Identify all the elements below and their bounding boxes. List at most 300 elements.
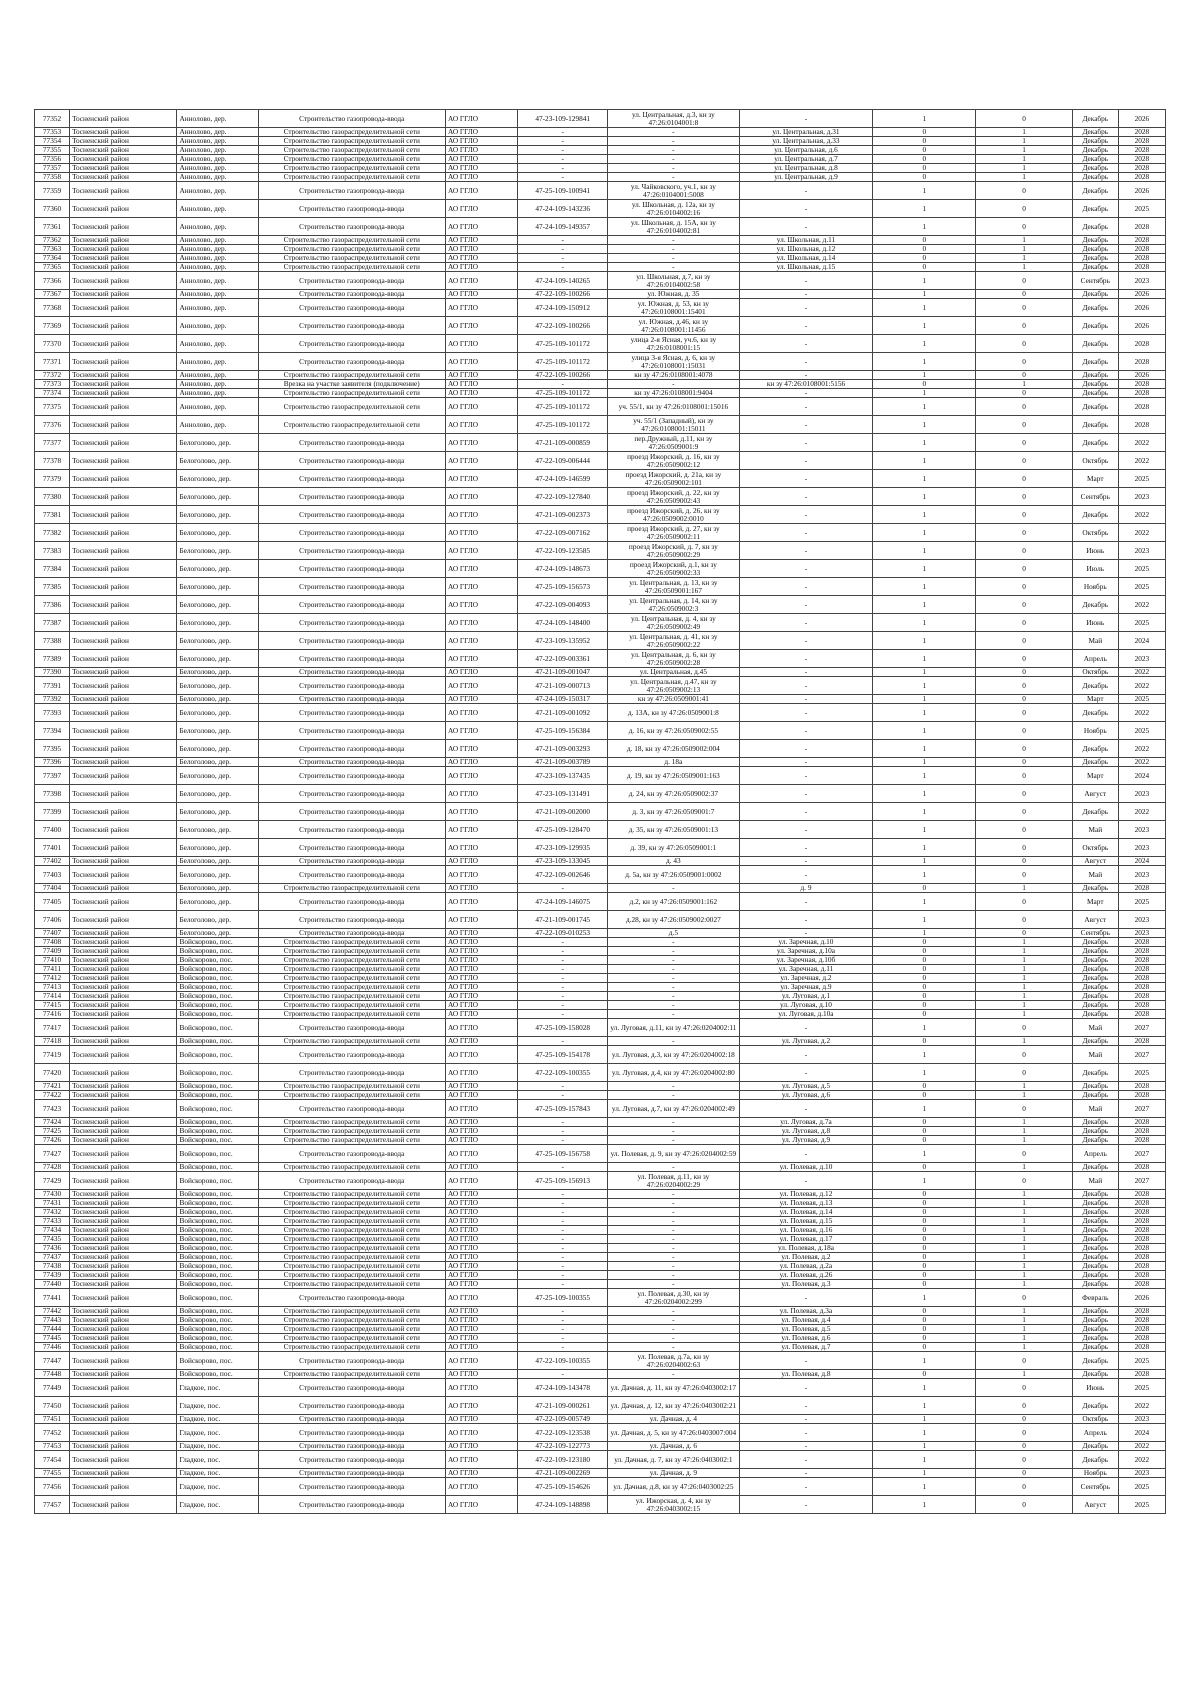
- work-type-cell: Строительство газораспределительной сети: [258, 1325, 445, 1334]
- request-number-cell: -: [518, 884, 608, 893]
- address-cell: ул. Луговая, д.11, кн зу 47:26:0204002:11: [608, 1019, 740, 1037]
- object-cell: ул. Луговая, д.1: [739, 992, 873, 1001]
- organization-cell: АО ГГЛО: [445, 1478, 517, 1496]
- row-number-cell: 77411: [35, 965, 70, 974]
- settlement-cell: Белоголово, дер.: [177, 803, 258, 821]
- organization-cell: АО ГГЛО: [445, 983, 517, 992]
- table-row: [35, 560, 1166, 578]
- flag-a-cell: 1: [873, 668, 976, 677]
- settlement-cell: Гладкое, пос.: [177, 1451, 258, 1469]
- object-cell: -: [739, 1100, 873, 1118]
- month-cell: Декабрь: [1072, 740, 1118, 758]
- work-type-cell: Строительство газораспределительной сети: [258, 974, 445, 983]
- work-type-cell: Строительство газораспределительной сети: [258, 1001, 445, 1010]
- request-number-cell: -: [518, 1253, 608, 1262]
- organization-cell: АО ГГЛО: [445, 1316, 517, 1325]
- flag-a-cell: 1: [873, 722, 976, 740]
- flag-b-cell: 0: [976, 758, 1072, 767]
- organization-cell: АО ГГЛО: [445, 1208, 517, 1217]
- flag-a-cell: 1: [873, 218, 976, 236]
- address-cell: ул. Центральная, д. 41, кн зу 47:26:0509002:22: [608, 632, 740, 650]
- month-cell: Декабрь: [1072, 1082, 1118, 1091]
- month-cell: Декабрь: [1072, 218, 1118, 236]
- work-type-cell: Строительство газопровода-ввода: [258, 335, 445, 353]
- month-cell: Декабрь: [1072, 974, 1118, 983]
- month-cell: Декабрь: [1072, 371, 1118, 380]
- flag-a-cell: 0: [873, 983, 976, 992]
- work-type-cell: Строительство газопровода-ввода: [258, 434, 445, 452]
- year-cell: 2022: [1118, 740, 1165, 758]
- month-cell: Июнь: [1072, 1379, 1118, 1397]
- table-row: [35, 1334, 1166, 1343]
- settlement-cell: Войскорово, пос.: [177, 1037, 258, 1046]
- district-cell: Тосненский район: [70, 182, 177, 200]
- object-cell: ул. Луговая, д.2: [739, 1037, 873, 1046]
- flag-b-cell: 0: [976, 677, 1072, 695]
- row-number-cell: 77450: [35, 1397, 70, 1415]
- organization-cell: АО ГГЛО: [445, 1064, 517, 1082]
- settlement-cell: Белоголово, дер.: [177, 578, 258, 596]
- request-number-cell: 47-25-109-101172: [518, 389, 608, 398]
- flag-a-cell: 1: [873, 677, 976, 695]
- work-type-cell: Строительство газораспределительной сети: [258, 416, 445, 434]
- request-number-cell: -: [518, 146, 608, 155]
- month-cell: Декабрь: [1072, 1442, 1118, 1451]
- request-number-cell: 47-22-109-127840: [518, 488, 608, 506]
- district-cell: Тосненский район: [70, 1064, 177, 1082]
- row-number-cell: 77372: [35, 371, 70, 380]
- address-cell: ул. Дачная, д. 12, кн зу 47:26:0403002:21: [608, 1397, 740, 1415]
- flag-b-cell: 0: [976, 839, 1072, 857]
- request-number-cell: 47-24-109-148400: [518, 614, 608, 632]
- work-type-cell: Строительство газопровода-ввода: [258, 1352, 445, 1370]
- table-row: [35, 245, 1166, 254]
- organization-cell: АО ГГЛО: [445, 1343, 517, 1352]
- flag-a-cell: 0: [873, 974, 976, 983]
- address-cell: д.5: [608, 929, 740, 938]
- row-number-cell: 77414: [35, 992, 70, 1001]
- year-cell: 2028: [1118, 335, 1165, 353]
- request-number-cell: -: [518, 1370, 608, 1379]
- month-cell: Декабрь: [1072, 983, 1118, 992]
- flag-a-cell: 1: [873, 1352, 976, 1370]
- address-cell: д. 16, кн зу 47:26:0509002:55: [608, 722, 740, 740]
- settlement-cell: Белоголово, дер.: [177, 596, 258, 614]
- row-number-cell: 77434: [35, 1226, 70, 1235]
- object-cell: -: [739, 416, 873, 434]
- row-number-cell: 77456: [35, 1478, 70, 1496]
- work-type-cell: Строительство газораспределительной сети: [258, 173, 445, 182]
- organization-cell: АО ГГЛО: [445, 938, 517, 947]
- address-cell: -: [608, 245, 740, 254]
- row-number-cell: 77354: [35, 137, 70, 146]
- row-number-cell: 77393: [35, 704, 70, 722]
- district-cell: Тосненский район: [70, 1190, 177, 1199]
- year-cell: 2028: [1118, 1271, 1165, 1280]
- year-cell: 2025: [1118, 695, 1165, 704]
- flag-a-cell: 1: [873, 470, 976, 488]
- request-number-cell: -: [518, 1235, 608, 1244]
- request-number-cell: 47-21-109-001745: [518, 911, 608, 929]
- row-number-cell: 77376: [35, 416, 70, 434]
- object-cell: -: [739, 470, 873, 488]
- flag-b-cell: 1: [976, 128, 1072, 137]
- row-number-cell: 77394: [35, 722, 70, 740]
- month-cell: Декабрь: [1072, 803, 1118, 821]
- row-number-cell: 77387: [35, 614, 70, 632]
- flag-b-cell: 0: [976, 767, 1072, 785]
- table-row: [35, 263, 1166, 272]
- request-number-cell: -: [518, 1280, 608, 1289]
- row-number-cell: 77400: [35, 821, 70, 839]
- flag-a-cell: 0: [873, 1253, 976, 1262]
- flag-a-cell: 1: [873, 335, 976, 353]
- year-cell: 2028: [1118, 155, 1165, 164]
- row-number-cell: 77356: [35, 155, 70, 164]
- flag-a-cell: 1: [873, 1496, 976, 1514]
- flag-b-cell: 0: [976, 866, 1072, 884]
- settlement-cell: Войскорово, пос.: [177, 974, 258, 983]
- address-cell: д.28, кн зу 47:26:0509002:0027: [608, 911, 740, 929]
- month-cell: Март: [1072, 470, 1118, 488]
- table-row: [35, 200, 1166, 218]
- object-cell: ул. Луговая, д.8: [739, 1127, 873, 1136]
- month-cell: Май: [1072, 1172, 1118, 1190]
- table-row: [35, 1271, 1166, 1280]
- organization-cell: АО ГГЛО: [445, 1163, 517, 1172]
- month-cell: Декабрь: [1072, 1325, 1118, 1334]
- request-number-cell: 47-23-109-129935: [518, 839, 608, 857]
- settlement-cell: Войскорово, пос.: [177, 983, 258, 992]
- month-cell: Декабрь: [1072, 1064, 1118, 1082]
- address-cell: ул. Луговая, д.4, кн зу 47:26:0204002:80: [608, 1064, 740, 1082]
- row-number-cell: 77419: [35, 1046, 70, 1064]
- settlement-cell: Войскорово, пос.: [177, 1082, 258, 1091]
- row-number-cell: 77436: [35, 1244, 70, 1253]
- flag-b-cell: 0: [976, 290, 1072, 299]
- request-number-cell: 47-24-109-148898: [518, 1496, 608, 1514]
- row-number-cell: 77367: [35, 290, 70, 299]
- flag-b-cell: 1: [976, 173, 1072, 182]
- work-type-cell: Строительство газораспределительной сети: [258, 254, 445, 263]
- flag-b-cell: 0: [976, 452, 1072, 470]
- address-cell: проезд Ижорский, д. 27, кн зу 47:26:0509002:11: [608, 524, 740, 542]
- flag-a-cell: 0: [873, 1001, 976, 1010]
- organization-cell: АО ГГЛО: [445, 1262, 517, 1271]
- table-row: [35, 1253, 1166, 1262]
- year-cell: 2028: [1118, 1226, 1165, 1235]
- table-row: [35, 839, 1166, 857]
- address-cell: улица 3-я Ясная, д. 6, кн зу 47:26:0108001:15031: [608, 353, 740, 371]
- organization-cell: АО ГГЛО: [445, 929, 517, 938]
- request-number-cell: -: [518, 380, 608, 389]
- table-row: [35, 506, 1166, 524]
- year-cell: 2028: [1118, 128, 1165, 137]
- district-cell: Тосненский район: [70, 200, 177, 218]
- year-cell: 2022: [1118, 596, 1165, 614]
- district-cell: Тосненский район: [70, 137, 177, 146]
- request-number-cell: -: [518, 1262, 608, 1271]
- request-number-cell: 47-22-109-123585: [518, 542, 608, 560]
- request-number-cell: 47-21-109-001047: [518, 668, 608, 677]
- flag-b-cell: 0: [976, 785, 1072, 803]
- work-type-cell: Строительство газораспределительной сети: [258, 236, 445, 245]
- flag-b-cell: 0: [976, 821, 1072, 839]
- flag-a-cell: 1: [873, 1397, 976, 1415]
- object-cell: ул. Школьная, д.14: [739, 254, 873, 263]
- settlement-cell: Белоголово, дер.: [177, 839, 258, 857]
- object-cell: ул. Школьная, д.15: [739, 263, 873, 272]
- flag-b-cell: 0: [976, 911, 1072, 929]
- month-cell: Апрель: [1072, 1424, 1118, 1442]
- table-row: [35, 1469, 1166, 1478]
- month-cell: Декабрь: [1072, 992, 1118, 1001]
- row-number-cell: 77382: [35, 524, 70, 542]
- address-cell: -: [608, 938, 740, 947]
- settlement-cell: Войскорово, пос.: [177, 1244, 258, 1253]
- row-number-cell: 77445: [35, 1334, 70, 1343]
- flag-b-cell: 0: [976, 524, 1072, 542]
- flag-b-cell: 0: [976, 470, 1072, 488]
- year-cell: 2025: [1118, 1379, 1165, 1397]
- organization-cell: АО ГГЛО: [445, 1334, 517, 1343]
- row-number-cell: 77369: [35, 317, 70, 335]
- request-number-cell: 47-25-109-156913: [518, 1172, 608, 1190]
- table-row: [35, 1046, 1166, 1064]
- object-cell: ул. Центральная, д.6: [739, 146, 873, 155]
- work-type-cell: Строительство газораспределительной сети: [258, 1226, 445, 1235]
- row-number-cell: 77443: [35, 1316, 70, 1325]
- settlement-cell: Аннолово, дер.: [177, 353, 258, 371]
- year-cell: 2024: [1118, 632, 1165, 650]
- organization-cell: АО ГГЛО: [445, 677, 517, 695]
- flag-b-cell: 1: [976, 245, 1072, 254]
- address-cell: пер.Дружный, д.11, кн зу 47:26:0509001:9: [608, 434, 740, 452]
- flag-b-cell: 0: [976, 722, 1072, 740]
- work-type-cell: Строительство газопровода-ввода: [258, 839, 445, 857]
- request-number-cell: -: [518, 1037, 608, 1046]
- address-cell: ул. Центральная, д. 14, кн зу 47:26:0509002:3: [608, 596, 740, 614]
- request-number-cell: -: [518, 1199, 608, 1208]
- organization-cell: АО ГГЛО: [445, 956, 517, 965]
- flag-b-cell: 0: [976, 803, 1072, 821]
- flag-b-cell: 1: [976, 1316, 1072, 1325]
- organization-cell: АО ГГЛО: [445, 1046, 517, 1064]
- request-number-cell: -: [518, 1208, 608, 1217]
- flag-a-cell: 1: [873, 317, 976, 335]
- table-row: [35, 938, 1166, 947]
- work-type-cell: Строительство газораспределительной сети: [258, 884, 445, 893]
- object-cell: ул. Заречная, д.2: [739, 974, 873, 983]
- address-cell: д. 39, кн зу 47:26:0509001:1: [608, 839, 740, 857]
- object-cell: ул. Полевая, д.14: [739, 1208, 873, 1217]
- work-type-cell: Строительство газопровода-ввода: [258, 668, 445, 677]
- table-row: [35, 929, 1166, 938]
- table-row: [35, 704, 1166, 722]
- year-cell: 2027: [1118, 1100, 1165, 1118]
- flag-b-cell: 1: [976, 992, 1072, 1001]
- organization-cell: АО ГГЛО: [445, 1145, 517, 1163]
- request-number-cell: 47-25-109-101172: [518, 398, 608, 416]
- year-cell: 2022: [1118, 1451, 1165, 1469]
- year-cell: 2025: [1118, 722, 1165, 740]
- request-number-cell: 47-22-109-100266: [518, 290, 608, 299]
- settlement-cell: Гладкое, пос.: [177, 1442, 258, 1451]
- work-type-cell: Строительство газораспределительной сети: [258, 1334, 445, 1343]
- request-number-cell: 47-21-109-003293: [518, 740, 608, 758]
- object-cell: -: [739, 1451, 873, 1469]
- object-cell: -: [739, 893, 873, 911]
- address-cell: д. 3, кн зу 47:26:0509001:7: [608, 803, 740, 821]
- district-cell: Тосненский район: [70, 1244, 177, 1253]
- flag-a-cell: 1: [873, 488, 976, 506]
- request-number-cell: 47-23-109-133045: [518, 857, 608, 866]
- organization-cell: АО ГГЛО: [445, 452, 517, 470]
- address-cell: -: [608, 1253, 740, 1262]
- organization-cell: АО ГГЛО: [445, 596, 517, 614]
- year-cell: 2028: [1118, 1163, 1165, 1172]
- row-number-cell: 77375: [35, 398, 70, 416]
- request-number-cell: 47-21-109-002373: [518, 506, 608, 524]
- year-cell: 2022: [1118, 758, 1165, 767]
- settlement-cell: Войскорово, пос.: [177, 956, 258, 965]
- district-cell: Тосненский район: [70, 254, 177, 263]
- month-cell: Декабрь: [1072, 758, 1118, 767]
- flag-b-cell: 1: [976, 1262, 1072, 1271]
- month-cell: Март: [1072, 767, 1118, 785]
- address-cell: -: [608, 992, 740, 1001]
- organization-cell: АО ГГЛО: [445, 470, 517, 488]
- district-cell: Тосненский район: [70, 740, 177, 758]
- request-number-cell: 47-22-109-010253: [518, 929, 608, 938]
- district-cell: Тосненский район: [70, 272, 177, 290]
- row-number-cell: 77409: [35, 947, 70, 956]
- flag-b-cell: 1: [976, 1235, 1072, 1244]
- request-number-cell: 47-21-109-002269: [518, 1469, 608, 1478]
- organization-cell: АО ГГЛО: [445, 884, 517, 893]
- work-type-cell: Строительство газораспределительной сети: [258, 1082, 445, 1091]
- year-cell: 2028: [1118, 1091, 1165, 1100]
- table-row: [35, 1280, 1166, 1289]
- organization-cell: АО ГГЛО: [445, 758, 517, 767]
- flag-b-cell: 1: [976, 1127, 1072, 1136]
- address-cell: ул. Луговая, д.7, кн зу 47:26:0204002:49: [608, 1100, 740, 1118]
- object-cell: -: [739, 389, 873, 398]
- flag-a-cell: 1: [873, 1469, 976, 1478]
- object-cell: -: [739, 632, 873, 650]
- row-number-cell: 77402: [35, 857, 70, 866]
- flag-a-cell: 1: [873, 857, 976, 866]
- flag-b-cell: 1: [976, 1325, 1072, 1334]
- flag-b-cell: 0: [976, 182, 1072, 200]
- request-number-cell: -: [518, 965, 608, 974]
- month-cell: Декабрь: [1072, 128, 1118, 137]
- row-number-cell: 77410: [35, 956, 70, 965]
- request-number-cell: 47-22-109-100266: [518, 371, 608, 380]
- object-cell: -: [739, 272, 873, 290]
- month-cell: Декабрь: [1072, 398, 1118, 416]
- settlement-cell: Белоголово, дер.: [177, 452, 258, 470]
- organization-cell: АО ГГЛО: [445, 398, 517, 416]
- organization-cell: АО ГГЛО: [445, 1307, 517, 1316]
- address-cell: -: [608, 965, 740, 974]
- table-row: [35, 353, 1166, 371]
- row-number-cell: 77390: [35, 668, 70, 677]
- district-cell: Тосненский район: [70, 695, 177, 704]
- table-row: [35, 1163, 1166, 1172]
- year-cell: 2023: [1118, 1469, 1165, 1478]
- district-cell: Тосненский район: [70, 416, 177, 434]
- district-cell: Тосненский район: [70, 1208, 177, 1217]
- table-row: [35, 866, 1166, 884]
- table-row: [35, 821, 1166, 839]
- district-cell: Тосненский район: [70, 1451, 177, 1469]
- work-type-cell: Строительство газораспределительной сети: [258, 947, 445, 956]
- settlement-cell: Войскорово, пос.: [177, 1226, 258, 1235]
- flag-b-cell: 0: [976, 1064, 1072, 1082]
- address-cell: -: [608, 1307, 740, 1316]
- address-cell: -: [608, 1325, 740, 1334]
- row-number-cell: 77416: [35, 1010, 70, 1019]
- address-cell: -: [608, 1010, 740, 1019]
- organization-cell: АО ГГЛО: [445, 182, 517, 200]
- flag-a-cell: 1: [873, 200, 976, 218]
- row-number-cell: 77446: [35, 1343, 70, 1352]
- table-row: [35, 1001, 1166, 1010]
- table-row: [35, 254, 1166, 263]
- object-cell: ул. Заречная, д.10а: [739, 947, 873, 956]
- year-cell: 2027: [1118, 1145, 1165, 1163]
- object-cell: -: [739, 704, 873, 722]
- flag-b-cell: 0: [976, 1451, 1072, 1469]
- work-type-cell: Строительство газораспределительной сети: [258, 245, 445, 254]
- work-type-cell: Строительство газопровода-ввода: [258, 488, 445, 506]
- row-number-cell: 77396: [35, 758, 70, 767]
- object-cell: -: [739, 110, 873, 128]
- organization-cell: АО ГГЛО: [445, 317, 517, 335]
- object-cell: -: [739, 488, 873, 506]
- month-cell: Декабрь: [1072, 1397, 1118, 1415]
- row-number-cell: 77370: [35, 335, 70, 353]
- flag-b-cell: 1: [976, 1001, 1072, 1010]
- row-number-cell: 77433: [35, 1217, 70, 1226]
- address-cell: д. 18, кн зу 47:26:0509002:004: [608, 740, 740, 758]
- address-cell: ул. Школьная, д.7, кн зу 47:26:0104002:58: [608, 272, 740, 290]
- address-cell: кн зу 47:26:0108001:9404: [608, 389, 740, 398]
- address-cell: ул. Дачная, д. 5, кн зу 47:26:0403007:004: [608, 1424, 740, 1442]
- organization-cell: АО ГГЛО: [445, 632, 517, 650]
- flag-b-cell: 1: [976, 1307, 1072, 1316]
- table-row: [35, 974, 1166, 983]
- object-cell: -: [739, 524, 873, 542]
- work-type-cell: Строительство газораспределительной сети: [258, 398, 445, 416]
- table-row: [35, 740, 1166, 758]
- object-cell: ул. Полевая, д.8: [739, 1370, 873, 1379]
- table-row: [35, 218, 1166, 236]
- organization-cell: АО ГГЛО: [445, 1325, 517, 1334]
- flag-a-cell: 0: [873, 1163, 976, 1172]
- year-cell: 2028: [1118, 1316, 1165, 1325]
- flag-a-cell: 1: [873, 1172, 976, 1190]
- table-row: [35, 380, 1166, 389]
- district-cell: Тосненский район: [70, 578, 177, 596]
- row-number-cell: 77406: [35, 911, 70, 929]
- district-cell: Тосненский район: [70, 614, 177, 632]
- table-row: [35, 803, 1166, 821]
- row-number-cell: 77426: [35, 1136, 70, 1145]
- organization-cell: АО ГГЛО: [445, 1136, 517, 1145]
- work-type-cell: Строительство газопровода-ввода: [258, 1451, 445, 1469]
